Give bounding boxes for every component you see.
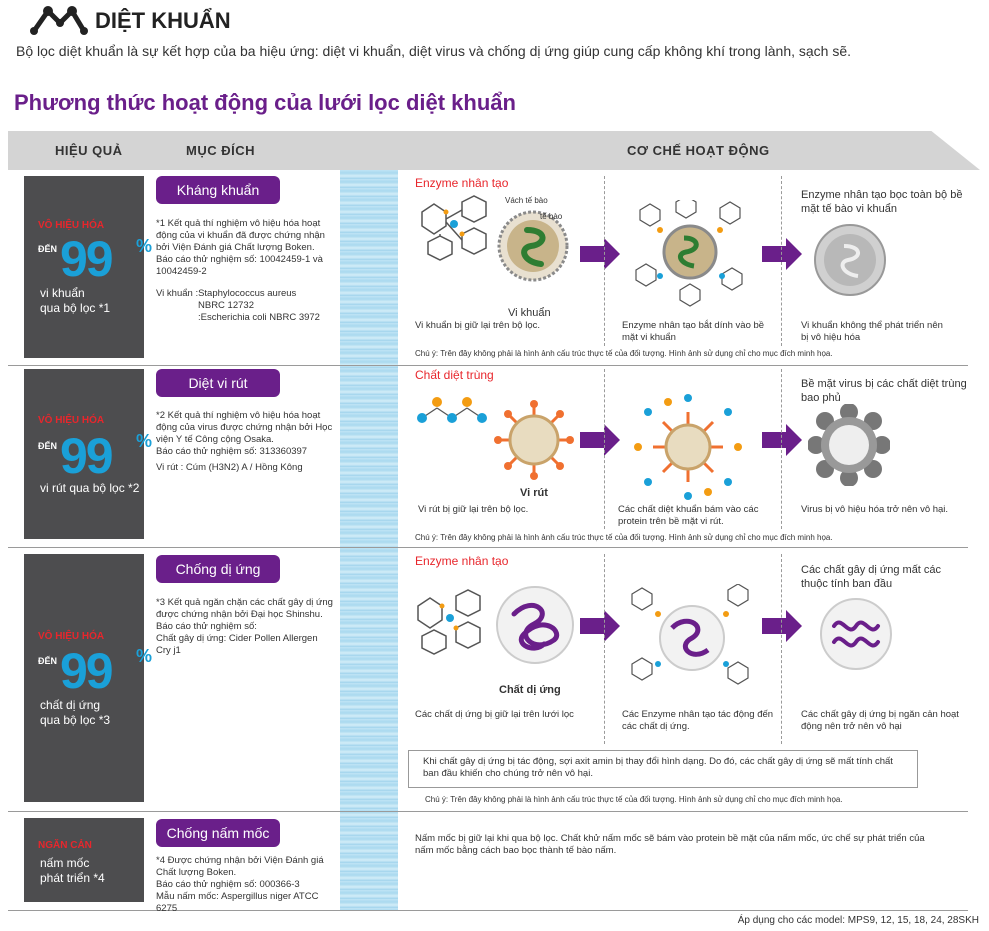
disinfectant-coated-virus-icon: [628, 392, 748, 502]
effect-desc: qua bộ lọc *1: [40, 301, 111, 315]
effect-status: NGĂN CẢN: [38, 840, 92, 851]
effect-desc: chất dị ứng: [40, 698, 101, 712]
caption: Enzyme nhân tạo bắt dính vào bề mặt vi khuẩn: [622, 320, 765, 343]
effect-desc: qua bộ lọc *3: [40, 713, 111, 727]
note-line: Báo cáo thử nghiệm số: 313360397: [156, 446, 308, 457]
caption: Vi khuẩn không thể phát triển nên bị vô hiệu hóa: [801, 320, 943, 343]
effect-desc: vi khuẩn: [40, 286, 85, 300]
disclaimer: Chú ý: Trên đây không phải là hình ảnh cấu trúc thực tế của đối tượng. Hình ảnh sử dụng chỉ cho mục đích minh họa.: [415, 533, 833, 542]
mech-label: Chất diệt trùng: [415, 368, 494, 382]
note-line: Chất gây dị ứng: Cider Pollen Allergen Cry j1: [156, 633, 318, 656]
note-line: Vi rút : Cúm (H3N2) A / Hồng Kông: [156, 462, 303, 473]
filter-strip: [340, 170, 398, 910]
row-divider: [8, 547, 968, 548]
effect-panel-mold: [24, 818, 144, 902]
caption: Vi khuẩn bị giữ lại trên bộ lọc.: [415, 320, 541, 331]
column-effect: HIỆU QUẢ: [55, 143, 123, 158]
row-divider: [8, 811, 968, 812]
allergen-icon: [494, 584, 576, 666]
table-header-bar: [8, 131, 980, 170]
inactivated-bacteria-icon: [812, 222, 888, 298]
enzyme-molecule-icon: [410, 588, 490, 658]
arrow-right-icon: [762, 238, 802, 270]
effect-prefix: ĐẾN: [38, 244, 58, 254]
arrow-right-icon: [580, 238, 620, 270]
effect-percent: %: [136, 646, 153, 666]
note-line: Vi khuẩn :Staphylococcus aureus: [156, 288, 297, 299]
page-title: DIỆT KHUẨN: [95, 8, 231, 33]
page-subtitle: Bộ lọc diệt khuẩn là sự kết hợp của ba hiệu ứng: diệt vi khuẩn, diệt virus và chống dị ứng giúp cung cấp không khí trong lành, sạch sẽ.: [16, 43, 852, 59]
effect-status: VÔ HIỆU HÓA: [38, 220, 105, 231]
effect-desc: nấm mốc: [40, 856, 90, 870]
effect-panel-virus: [24, 369, 153, 539]
purpose-pill-antiallergen: Chống dị ứng: [156, 555, 280, 583]
disclaimer: Chú ý: Trên đây không phải là hình ảnh cấu trúc thực tế của đối tượng. Hình ảnh sử dụng chỉ cho mục đích minh họa.: [415, 349, 833, 358]
purpose-pill-antibacterial: Kháng khuẩn: [156, 176, 280, 204]
purpose-pill-antimold: Chống nấm mốc: [156, 819, 280, 847]
arrow-right-icon: [762, 424, 802, 456]
allergen-info-box: Khi chất gây dị ứng bị tác động, sợi axit amin bị thay đổi hình dạng. Do đó, các chất gây dị ứng sẽ mất tính chất ban đầu khiến cho chúng trở nên vô hại.: [408, 750, 918, 788]
disinfectant-molecule-icon: [412, 388, 492, 428]
note-line: NBRC 12732: [198, 300, 254, 311]
inactivated-allergen-icon: [818, 596, 894, 672]
row-divider: [8, 910, 968, 911]
dashed-divider: [781, 176, 782, 346]
effect-value: 99: [60, 231, 112, 287]
enzyme-acting-allergen-icon: [628, 584, 758, 694]
molecule-logo-icon: [30, 5, 88, 35]
right-label: Bề mặt virus bị các chất diệt trùng bao phủ: [801, 378, 967, 404]
dashed-divider: [781, 554, 782, 744]
effect-value: 99: [60, 428, 112, 484]
effect-panel-bacteria: [24, 176, 153, 358]
center-label: Vi khuẩn: [508, 307, 551, 319]
row-divider: [8, 365, 968, 366]
right-label: Các chất gây dị ứng mất các thuộc tính ban đầu: [801, 564, 942, 590]
note-line: *4 Được chứng nhận bởi Viện Đánh giá Chất lượng Boken.: [156, 855, 324, 878]
note-line: Mẫu nấm mốc: Aspergillus niger ATCC 6275: [156, 891, 319, 914]
effect-desc: phát triển *4: [40, 871, 105, 885]
note-line: Báo cáo thử nghiệm số: 000366-3: [156, 879, 300, 890]
cell-label: tế bào: [540, 212, 563, 221]
note-line: Báo cáo thử nghiệm số:: [156, 621, 257, 632]
section-title: Phương thức hoạt động của lưới lọc diệt khuẩn: [14, 90, 516, 115]
purpose-note-bacteria: [156, 218, 334, 324]
note-line: Báo cáo thử nghiệm số: 10042459-1 và 10042459-2: [156, 254, 323, 277]
note-line: *3 Kết quả ngăn chặn các chất gây dị ứng được chứng nhận bởi Đại học Shinshu.: [156, 597, 333, 620]
caption: Virus bị vô hiệu hóa trở nên vô hại.: [801, 504, 949, 515]
note-line: *1 Kết quả thí nghiệm vô hiệu hóa hoạt động của vi khuẩn đã được chứng nhận bởi Viện Đánh giá Chất lượng Boken.: [156, 218, 325, 253]
center-label: Chất dị ứng: [499, 684, 561, 696]
effect-value: 99: [60, 643, 112, 699]
effect-prefix: ĐẾN: [38, 656, 58, 666]
arrow-right-icon: [580, 610, 620, 642]
purpose-note-allergen: [156, 597, 334, 657]
note-line: *2 Kết quả thí nghiệm vô hiệu hóa hoạt động của virus được chứng nhận bởi Học viện Y tế Công cộng Osaka.: [156, 410, 333, 445]
effect-percent: %: [136, 236, 153, 256]
mech-label: Enzyme nhân tạo: [415, 176, 509, 190]
center-label: Vi rút: [520, 487, 548, 499]
caption: Các Enzyme nhân tạo tác động đến các chất dị ứng.: [622, 709, 774, 732]
disclaimer: Chú ý: Trên đây không phải là hình ảnh cấu trúc thực tế của đối tượng. Hình ảnh sử dụng chỉ cho mục đích minh họa.: [425, 795, 843, 804]
virus-icon: [494, 400, 574, 480]
arrow-right-icon: [762, 610, 802, 642]
column-purpose: MỤC ĐÍCH: [186, 143, 255, 158]
caption: Vi rút bị giữ lại trên bộ lọc.: [418, 504, 529, 515]
note-line: :Escherichia coli NBRC 3972: [198, 312, 320, 323]
purpose-note-virus: [156, 410, 334, 474]
dashed-divider: [604, 369, 605, 529]
effect-status: VÔ HIỆU HÓA: [38, 631, 105, 642]
mech-label: Enzyme nhân tạo: [415, 554, 509, 568]
dashed-divider: [604, 176, 605, 346]
effect-panel-allergen: [24, 554, 153, 802]
cell-wall-label: Vách tế bào: [505, 196, 548, 205]
caption: Các chất dị ứng bị giữ lại trên lưới lọc: [415, 709, 574, 720]
effect-desc: vi rút qua bộ lọc *2: [40, 481, 140, 495]
inactivated-virus-icon: [808, 404, 890, 486]
effect-prefix: ĐẾN: [38, 441, 58, 451]
footer-models: Áp dụng cho các model: MPS9, 12, 15, 18, 24, 28SKH: [737, 915, 979, 926]
effect-percent: %: [136, 431, 153, 451]
caption: Các chất diệt khuẩn bám vào các protein trên bề mặt vi rút.: [618, 504, 759, 527]
purpose-pill-antivirus: Diệt vi rút: [156, 369, 280, 397]
effect-status: VÔ HIỆU HÓA: [38, 415, 105, 426]
enzyme-molecule-icon: [412, 192, 502, 262]
purpose-note-mold: [156, 855, 334, 915]
enzyme-coated-bacteria-icon: [630, 200, 750, 310]
arrow-right-icon: [580, 424, 620, 456]
column-mechanism: CƠ CHẾ HOẠT ĐỘNG: [627, 143, 770, 158]
caption: Các chất gây dị ứng bị ngăn cản hoạt động nên trở nên vô hại: [801, 709, 959, 732]
dashed-divider: [781, 369, 782, 529]
right-label: Enzyme nhân tạo bọc toàn bộ bề mặt tế bào vi khuẩn: [801, 189, 963, 215]
mold-mechanism: Nấm mốc bị giữ lại khi qua bộ lọc. Chất khử nấm mốc sẽ bám vào protein bề mặt của nấm mốc, ức chế sự phát triển của nấm mốc bằng cách bao bọc thành tế bào nấm.: [415, 833, 925, 856]
